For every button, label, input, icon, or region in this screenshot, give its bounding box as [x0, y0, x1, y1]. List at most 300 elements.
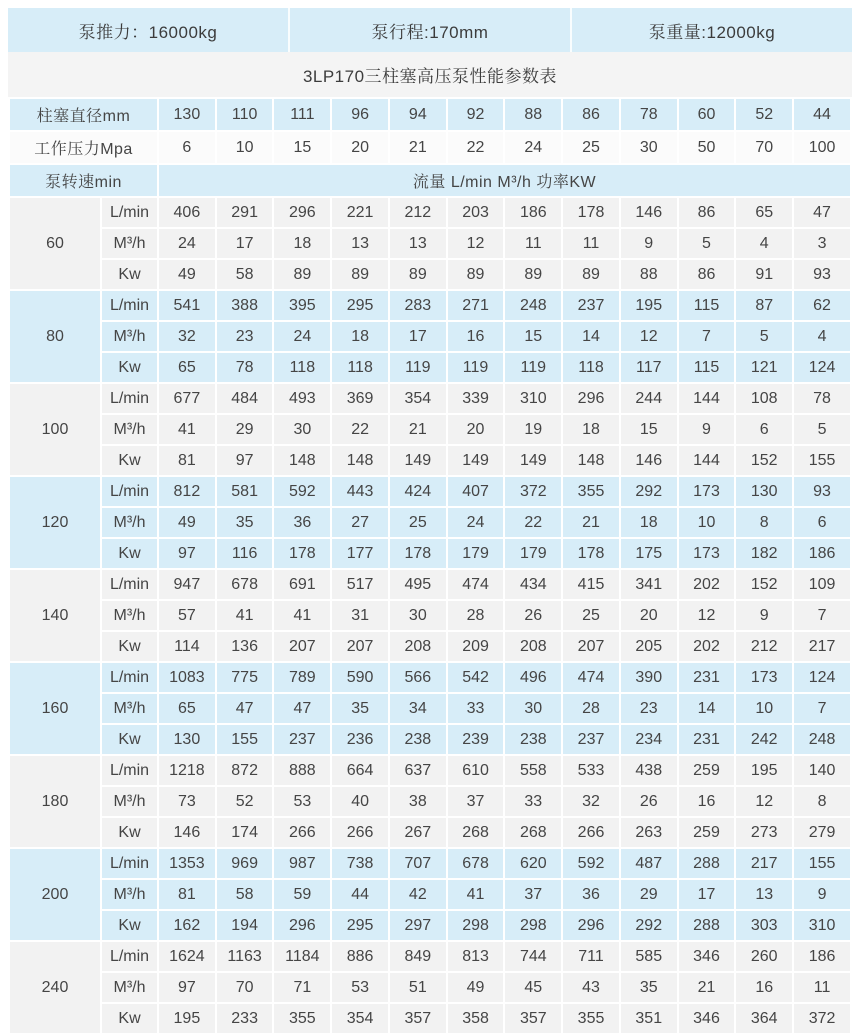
value-200-2-6: 298 [504, 910, 562, 941]
value-80-2-7: 118 [562, 352, 620, 383]
value-140-1-9: 12 [678, 600, 736, 631]
value-100-0-9: 144 [678, 383, 736, 414]
value-200-1-8: 29 [620, 879, 678, 910]
unit-label-80-2: Kw [101, 352, 158, 383]
group-160-row-1 [9, 693, 851, 724]
value-100-0-3: 369 [331, 383, 389, 414]
value-60-2-11: 93 [793, 259, 851, 290]
value-240-2-1: 233 [216, 1003, 274, 1034]
value-160-2-0: 130 [158, 724, 216, 755]
value-120-2-3: 177 [331, 538, 389, 569]
value-80-1-6: 15 [504, 321, 562, 352]
unit-label-180-1: M³/h [101, 786, 158, 817]
value-120-2-9: 173 [678, 538, 736, 569]
speed-value-120: 120 [9, 476, 101, 569]
value-160-0-7: 474 [562, 662, 620, 693]
value-80-1-4: 17 [389, 321, 447, 352]
group-120-row-2 [9, 538, 851, 569]
value-140-2-5: 209 [447, 631, 505, 662]
value-60-0-8: 146 [620, 197, 678, 228]
value-160-2-3: 236 [331, 724, 389, 755]
value-120-0-9: 173 [678, 476, 736, 507]
group-140-row-1 [9, 600, 851, 631]
value-240-2-11: 372 [793, 1003, 851, 1034]
value-160-0-8: 390 [620, 662, 678, 693]
value-60-2-9: 86 [678, 259, 736, 290]
value-140-0-6: 434 [504, 569, 562, 600]
value-180-2-10: 273 [735, 817, 793, 848]
value-180-1-0: 73 [158, 786, 216, 817]
group-240-row-1 [9, 972, 851, 1003]
plunger-diameter-label: 柱塞直径mm [9, 98, 158, 131]
value-200-1-10: 13 [735, 879, 793, 910]
unit-label-160-1: M³/h [101, 693, 158, 724]
value-140-2-3: 207 [331, 631, 389, 662]
pressure-value-3: 20 [331, 131, 389, 164]
group-180-row-1 [9, 786, 851, 817]
value-140-0-7: 415 [562, 569, 620, 600]
value-240-2-8: 351 [620, 1003, 678, 1034]
performance-table [8, 97, 852, 1034]
value-120-0-7: 355 [562, 476, 620, 507]
value-240-1-0: 97 [158, 972, 216, 1003]
diameter-value-7: 86 [562, 98, 620, 131]
unit-label-60-1: M³/h [101, 228, 158, 259]
group-100-row-0 [9, 383, 851, 414]
value-60-1-0: 24 [158, 228, 216, 259]
diameter-value-10: 52 [735, 98, 793, 131]
value-240-2-9: 346 [678, 1003, 736, 1034]
value-60-2-1: 58 [216, 259, 274, 290]
value-60-1-5: 12 [447, 228, 505, 259]
value-160-1-4: 34 [389, 693, 447, 724]
value-200-2-9: 288 [678, 910, 736, 941]
value-200-1-1: 58 [216, 879, 274, 910]
value-240-2-7: 355 [562, 1003, 620, 1034]
value-180-2-1: 174 [216, 817, 274, 848]
value-60-1-4: 13 [389, 228, 447, 259]
value-100-2-0: 81 [158, 445, 216, 476]
speed-value-160: 160 [9, 662, 101, 755]
value-180-1-3: 40 [331, 786, 389, 817]
value-180-2-3: 266 [331, 817, 389, 848]
value-240-0-8: 585 [620, 941, 678, 972]
group-200-row-2 [9, 910, 851, 941]
value-80-0-4: 283 [389, 290, 447, 321]
value-100-2-6: 149 [504, 445, 562, 476]
speed-value-180: 180 [9, 755, 101, 848]
value-60-2-8: 88 [620, 259, 678, 290]
value-120-2-5: 179 [447, 538, 505, 569]
unit-label-200-2: Kw [101, 910, 158, 941]
value-80-0-5: 271 [447, 290, 505, 321]
value-200-0-11: 155 [793, 848, 851, 879]
value-80-0-7: 237 [562, 290, 620, 321]
value-160-0-5: 542 [447, 662, 505, 693]
value-180-2-2: 266 [273, 817, 331, 848]
value-80-2-9: 115 [678, 352, 736, 383]
pressure-value-0: 6 [158, 131, 216, 164]
value-200-1-5: 41 [447, 879, 505, 910]
value-200-0-7: 592 [562, 848, 620, 879]
unit-label-120-2: Kw [101, 538, 158, 569]
value-140-0-3: 517 [331, 569, 389, 600]
speed-value-60: 60 [9, 197, 101, 290]
value-60-0-6: 186 [504, 197, 562, 228]
value-100-1-3: 22 [331, 414, 389, 445]
unit-label-200-1: M³/h [101, 879, 158, 910]
group-140-row-2 [9, 631, 851, 662]
value-200-1-3: 44 [331, 879, 389, 910]
value-140-0-2: 691 [273, 569, 331, 600]
value-80-2-2: 118 [273, 352, 331, 383]
unit-label-60-2: Kw [101, 259, 158, 290]
group-180-row-0 [9, 755, 851, 786]
value-200-0-4: 707 [389, 848, 447, 879]
value-140-0-8: 341 [620, 569, 678, 600]
value-80-2-6: 119 [504, 352, 562, 383]
value-240-2-0: 195 [158, 1003, 216, 1034]
value-60-0-3: 221 [331, 197, 389, 228]
value-120-2-10: 182 [735, 538, 793, 569]
group-100-row-1 [9, 414, 851, 445]
value-200-2-11: 310 [793, 910, 851, 941]
group-60-row-1 [9, 228, 851, 259]
pressure-value-7: 25 [562, 131, 620, 164]
value-180-2-9: 259 [678, 817, 736, 848]
value-80-0-6: 248 [504, 290, 562, 321]
value-240-0-10: 260 [735, 941, 793, 972]
value-120-0-5: 407 [447, 476, 505, 507]
unit-label-240-0: L/min [101, 941, 158, 972]
group-80-row-2 [9, 352, 851, 383]
unit-label-100-1: M³/h [101, 414, 158, 445]
pressure-value-8: 30 [620, 131, 678, 164]
value-100-1-10: 6 [735, 414, 793, 445]
unit-label-120-1: M³/h [101, 507, 158, 538]
group-160-row-2 [9, 724, 851, 755]
value-200-0-6: 620 [504, 848, 562, 879]
value-160-2-11: 248 [793, 724, 851, 755]
value-120-1-8: 18 [620, 507, 678, 538]
value-160-0-0: 1083 [158, 662, 216, 693]
value-240-1-4: 51 [389, 972, 447, 1003]
value-160-0-2: 789 [273, 662, 331, 693]
pressure-value-4: 21 [389, 131, 447, 164]
value-60-1-8: 9 [620, 228, 678, 259]
value-180-2-4: 267 [389, 817, 447, 848]
value-180-0-0: 1218 [158, 755, 216, 786]
pump-stroke-value: 泵行程:170mm [288, 8, 570, 52]
speed-value-140: 140 [9, 569, 101, 662]
value-80-1-9: 7 [678, 321, 736, 352]
diameter-value-0: 130 [158, 98, 216, 131]
value-180-1-2: 53 [273, 786, 331, 817]
value-160-1-1: 47 [216, 693, 274, 724]
value-200-0-5: 678 [447, 848, 505, 879]
value-120-1-7: 21 [562, 507, 620, 538]
value-60-0-5: 203 [447, 197, 505, 228]
value-180-2-7: 266 [562, 817, 620, 848]
value-240-1-6: 45 [504, 972, 562, 1003]
value-240-0-6: 744 [504, 941, 562, 972]
value-180-2-6: 268 [504, 817, 562, 848]
value-160-1-9: 14 [678, 693, 736, 724]
unit-label-140-1: M³/h [101, 600, 158, 631]
speed-value-100: 100 [9, 383, 101, 476]
value-140-1-8: 20 [620, 600, 678, 631]
value-80-2-5: 119 [447, 352, 505, 383]
value-140-1-1: 41 [216, 600, 274, 631]
group-100-row-2 [9, 445, 851, 476]
diameter-value-11: 44 [793, 98, 851, 131]
value-180-0-9: 259 [678, 755, 736, 786]
value-140-0-5: 474 [447, 569, 505, 600]
value-140-2-11: 217 [793, 631, 851, 662]
value-60-2-6: 89 [504, 259, 562, 290]
value-240-0-11: 186 [793, 941, 851, 972]
value-240-1-10: 16 [735, 972, 793, 1003]
value-80-1-7: 14 [562, 321, 620, 352]
value-160-1-8: 23 [620, 693, 678, 724]
value-160-2-2: 237 [273, 724, 331, 755]
value-60-1-1: 17 [216, 228, 274, 259]
value-240-2-6: 357 [504, 1003, 562, 1034]
value-120-1-11: 6 [793, 507, 851, 538]
group-120-row-1 [9, 507, 851, 538]
pressure-value-9: 50 [678, 131, 736, 164]
value-200-0-1: 969 [216, 848, 274, 879]
unit-label-140-2: Kw [101, 631, 158, 662]
value-160-0-11: 124 [793, 662, 851, 693]
value-180-0-10: 195 [735, 755, 793, 786]
value-200-2-1: 194 [216, 910, 274, 941]
value-160-2-10: 242 [735, 724, 793, 755]
diameter-value-8: 78 [620, 98, 678, 131]
unit-label-100-0: L/min [101, 383, 158, 414]
value-180-2-0: 146 [158, 817, 216, 848]
unit-label-240-2: Kw [101, 1003, 158, 1034]
speed-value-80: 80 [9, 290, 101, 383]
value-140-2-9: 202 [678, 631, 736, 662]
value-200-0-10: 217 [735, 848, 793, 879]
value-120-1-2: 36 [273, 507, 331, 538]
value-240-0-9: 346 [678, 941, 736, 972]
value-200-2-5: 298 [447, 910, 505, 941]
value-200-0-8: 487 [620, 848, 678, 879]
value-60-2-10: 91 [735, 259, 793, 290]
value-120-0-0: 812 [158, 476, 216, 507]
performance-data-body [9, 197, 851, 1034]
value-160-0-6: 496 [504, 662, 562, 693]
value-140-1-6: 26 [504, 600, 562, 631]
value-60-0-7: 178 [562, 197, 620, 228]
value-240-1-3: 53 [331, 972, 389, 1003]
value-100-1-1: 29 [216, 414, 274, 445]
unit-label-180-0: L/min [101, 755, 158, 786]
diameter-value-9: 60 [678, 98, 736, 131]
pressure-value-6: 24 [504, 131, 562, 164]
group-60-row-0 [9, 197, 851, 228]
value-120-1-10: 8 [735, 507, 793, 538]
value-200-0-0: 1353 [158, 848, 216, 879]
value-100-2-9: 144 [678, 445, 736, 476]
value-180-1-6: 33 [504, 786, 562, 817]
value-120-0-1: 581 [216, 476, 274, 507]
value-180-0-3: 664 [331, 755, 389, 786]
group-80-row-1 [9, 321, 851, 352]
value-180-0-4: 637 [389, 755, 447, 786]
unit-label-180-2: Kw [101, 817, 158, 848]
value-200-0-9: 288 [678, 848, 736, 879]
value-180-1-9: 16 [678, 786, 736, 817]
value-100-0-6: 310 [504, 383, 562, 414]
value-240-1-9: 21 [678, 972, 736, 1003]
value-140-0-4: 495 [389, 569, 447, 600]
value-140-2-1: 136 [216, 631, 274, 662]
value-120-2-2: 178 [273, 538, 331, 569]
value-120-2-4: 178 [389, 538, 447, 569]
unit-label-80-1: M³/h [101, 321, 158, 352]
value-200-1-6: 37 [504, 879, 562, 910]
value-180-0-6: 558 [504, 755, 562, 786]
value-120-1-9: 10 [678, 507, 736, 538]
value-120-0-11: 93 [793, 476, 851, 507]
value-240-1-7: 43 [562, 972, 620, 1003]
value-120-0-8: 292 [620, 476, 678, 507]
diameter-value-6: 88 [504, 98, 562, 131]
value-80-0-2: 395 [273, 290, 331, 321]
value-200-1-0: 81 [158, 879, 216, 910]
value-160-0-3: 590 [331, 662, 389, 693]
value-160-2-7: 237 [562, 724, 620, 755]
value-60-0-9: 86 [678, 197, 736, 228]
value-60-0-11: 47 [793, 197, 851, 228]
value-240-0-1: 1163 [216, 941, 274, 972]
value-120-0-4: 424 [389, 476, 447, 507]
group-120-row-0 [9, 476, 851, 507]
unit-label-100-2: Kw [101, 445, 158, 476]
value-80-0-8: 195 [620, 290, 678, 321]
value-120-0-2: 592 [273, 476, 331, 507]
value-100-0-5: 339 [447, 383, 505, 414]
value-60-0-2: 296 [273, 197, 331, 228]
value-100-0-7: 296 [562, 383, 620, 414]
value-140-1-0: 57 [158, 600, 216, 631]
diameter-value-2: 111 [273, 98, 331, 131]
pressure-value-11: 100 [793, 131, 851, 164]
value-100-2-8: 146 [620, 445, 678, 476]
value-160-1-2: 47 [273, 693, 331, 724]
value-240-2-5: 358 [447, 1003, 505, 1034]
value-60-1-2: 18 [273, 228, 331, 259]
plunger-diameter-row [9, 98, 851, 131]
value-240-0-2: 1184 [273, 941, 331, 972]
group-160-row-0 [9, 662, 851, 693]
value-120-0-10: 130 [735, 476, 793, 507]
value-240-1-8: 35 [620, 972, 678, 1003]
value-80-2-4: 119 [389, 352, 447, 383]
value-140-0-1: 678 [216, 569, 274, 600]
value-100-0-0: 677 [158, 383, 216, 414]
value-60-2-2: 89 [273, 259, 331, 290]
value-100-1-8: 15 [620, 414, 678, 445]
value-80-0-3: 295 [331, 290, 389, 321]
speed-flow-header-row [9, 164, 851, 197]
unit-label-120-0: L/min [101, 476, 158, 507]
value-80-1-3: 18 [331, 321, 389, 352]
value-80-2-1: 78 [216, 352, 274, 383]
value-160-2-6: 238 [504, 724, 562, 755]
speed-value-240: 240 [9, 941, 101, 1034]
value-140-2-6: 208 [504, 631, 562, 662]
value-100-1-9: 9 [678, 414, 736, 445]
value-160-0-9: 231 [678, 662, 736, 693]
unit-label-200-0: L/min [101, 848, 158, 879]
value-80-1-10: 5 [735, 321, 793, 352]
value-160-1-10: 10 [735, 693, 793, 724]
value-200-2-3: 295 [331, 910, 389, 941]
group-240-row-0 [9, 941, 851, 972]
value-120-1-4: 25 [389, 507, 447, 538]
diameter-value-3: 96 [331, 98, 389, 131]
value-200-1-7: 36 [562, 879, 620, 910]
value-100-1-0: 41 [158, 414, 216, 445]
value-80-1-1: 23 [216, 321, 274, 352]
value-180-1-8: 26 [620, 786, 678, 817]
value-100-2-4: 149 [389, 445, 447, 476]
value-160-2-8: 234 [620, 724, 678, 755]
value-160-0-1: 775 [216, 662, 274, 693]
pressure-value-2: 15 [273, 131, 331, 164]
value-240-1-5: 49 [447, 972, 505, 1003]
value-60-1-3: 13 [331, 228, 389, 259]
value-60-0-10: 65 [735, 197, 793, 228]
value-140-1-2: 41 [273, 600, 331, 631]
value-160-2-5: 239 [447, 724, 505, 755]
value-100-2-10: 152 [735, 445, 793, 476]
value-80-1-0: 32 [158, 321, 216, 352]
value-100-2-1: 97 [216, 445, 274, 476]
value-120-2-1: 116 [216, 538, 274, 569]
speed-value-200: 200 [9, 848, 101, 941]
value-60-1-6: 11 [504, 228, 562, 259]
value-160-0-4: 566 [389, 662, 447, 693]
value-180-0-5: 610 [447, 755, 505, 786]
value-140-2-4: 208 [389, 631, 447, 662]
value-100-2-5: 149 [447, 445, 505, 476]
value-160-1-5: 33 [447, 693, 505, 724]
value-160-2-1: 155 [216, 724, 274, 755]
value-180-1-4: 38 [389, 786, 447, 817]
value-120-0-6: 372 [504, 476, 562, 507]
value-140-1-10: 9 [735, 600, 793, 631]
value-160-1-0: 65 [158, 693, 216, 724]
value-200-2-8: 292 [620, 910, 678, 941]
diameter-value-4: 94 [389, 98, 447, 131]
value-180-0-7: 533 [562, 755, 620, 786]
value-140-2-8: 205 [620, 631, 678, 662]
table-title: 3LP170三柱塞高压泵性能参数表 [8, 52, 852, 97]
value-60-2-7: 89 [562, 259, 620, 290]
value-80-0-1: 388 [216, 290, 274, 321]
value-180-1-1: 52 [216, 786, 274, 817]
value-180-0-11: 140 [793, 755, 851, 786]
value-200-0-3: 738 [331, 848, 389, 879]
value-80-2-11: 124 [793, 352, 851, 383]
value-80-0-11: 62 [793, 290, 851, 321]
pump-weight-value: 泵重量:12000kg [570, 8, 852, 52]
